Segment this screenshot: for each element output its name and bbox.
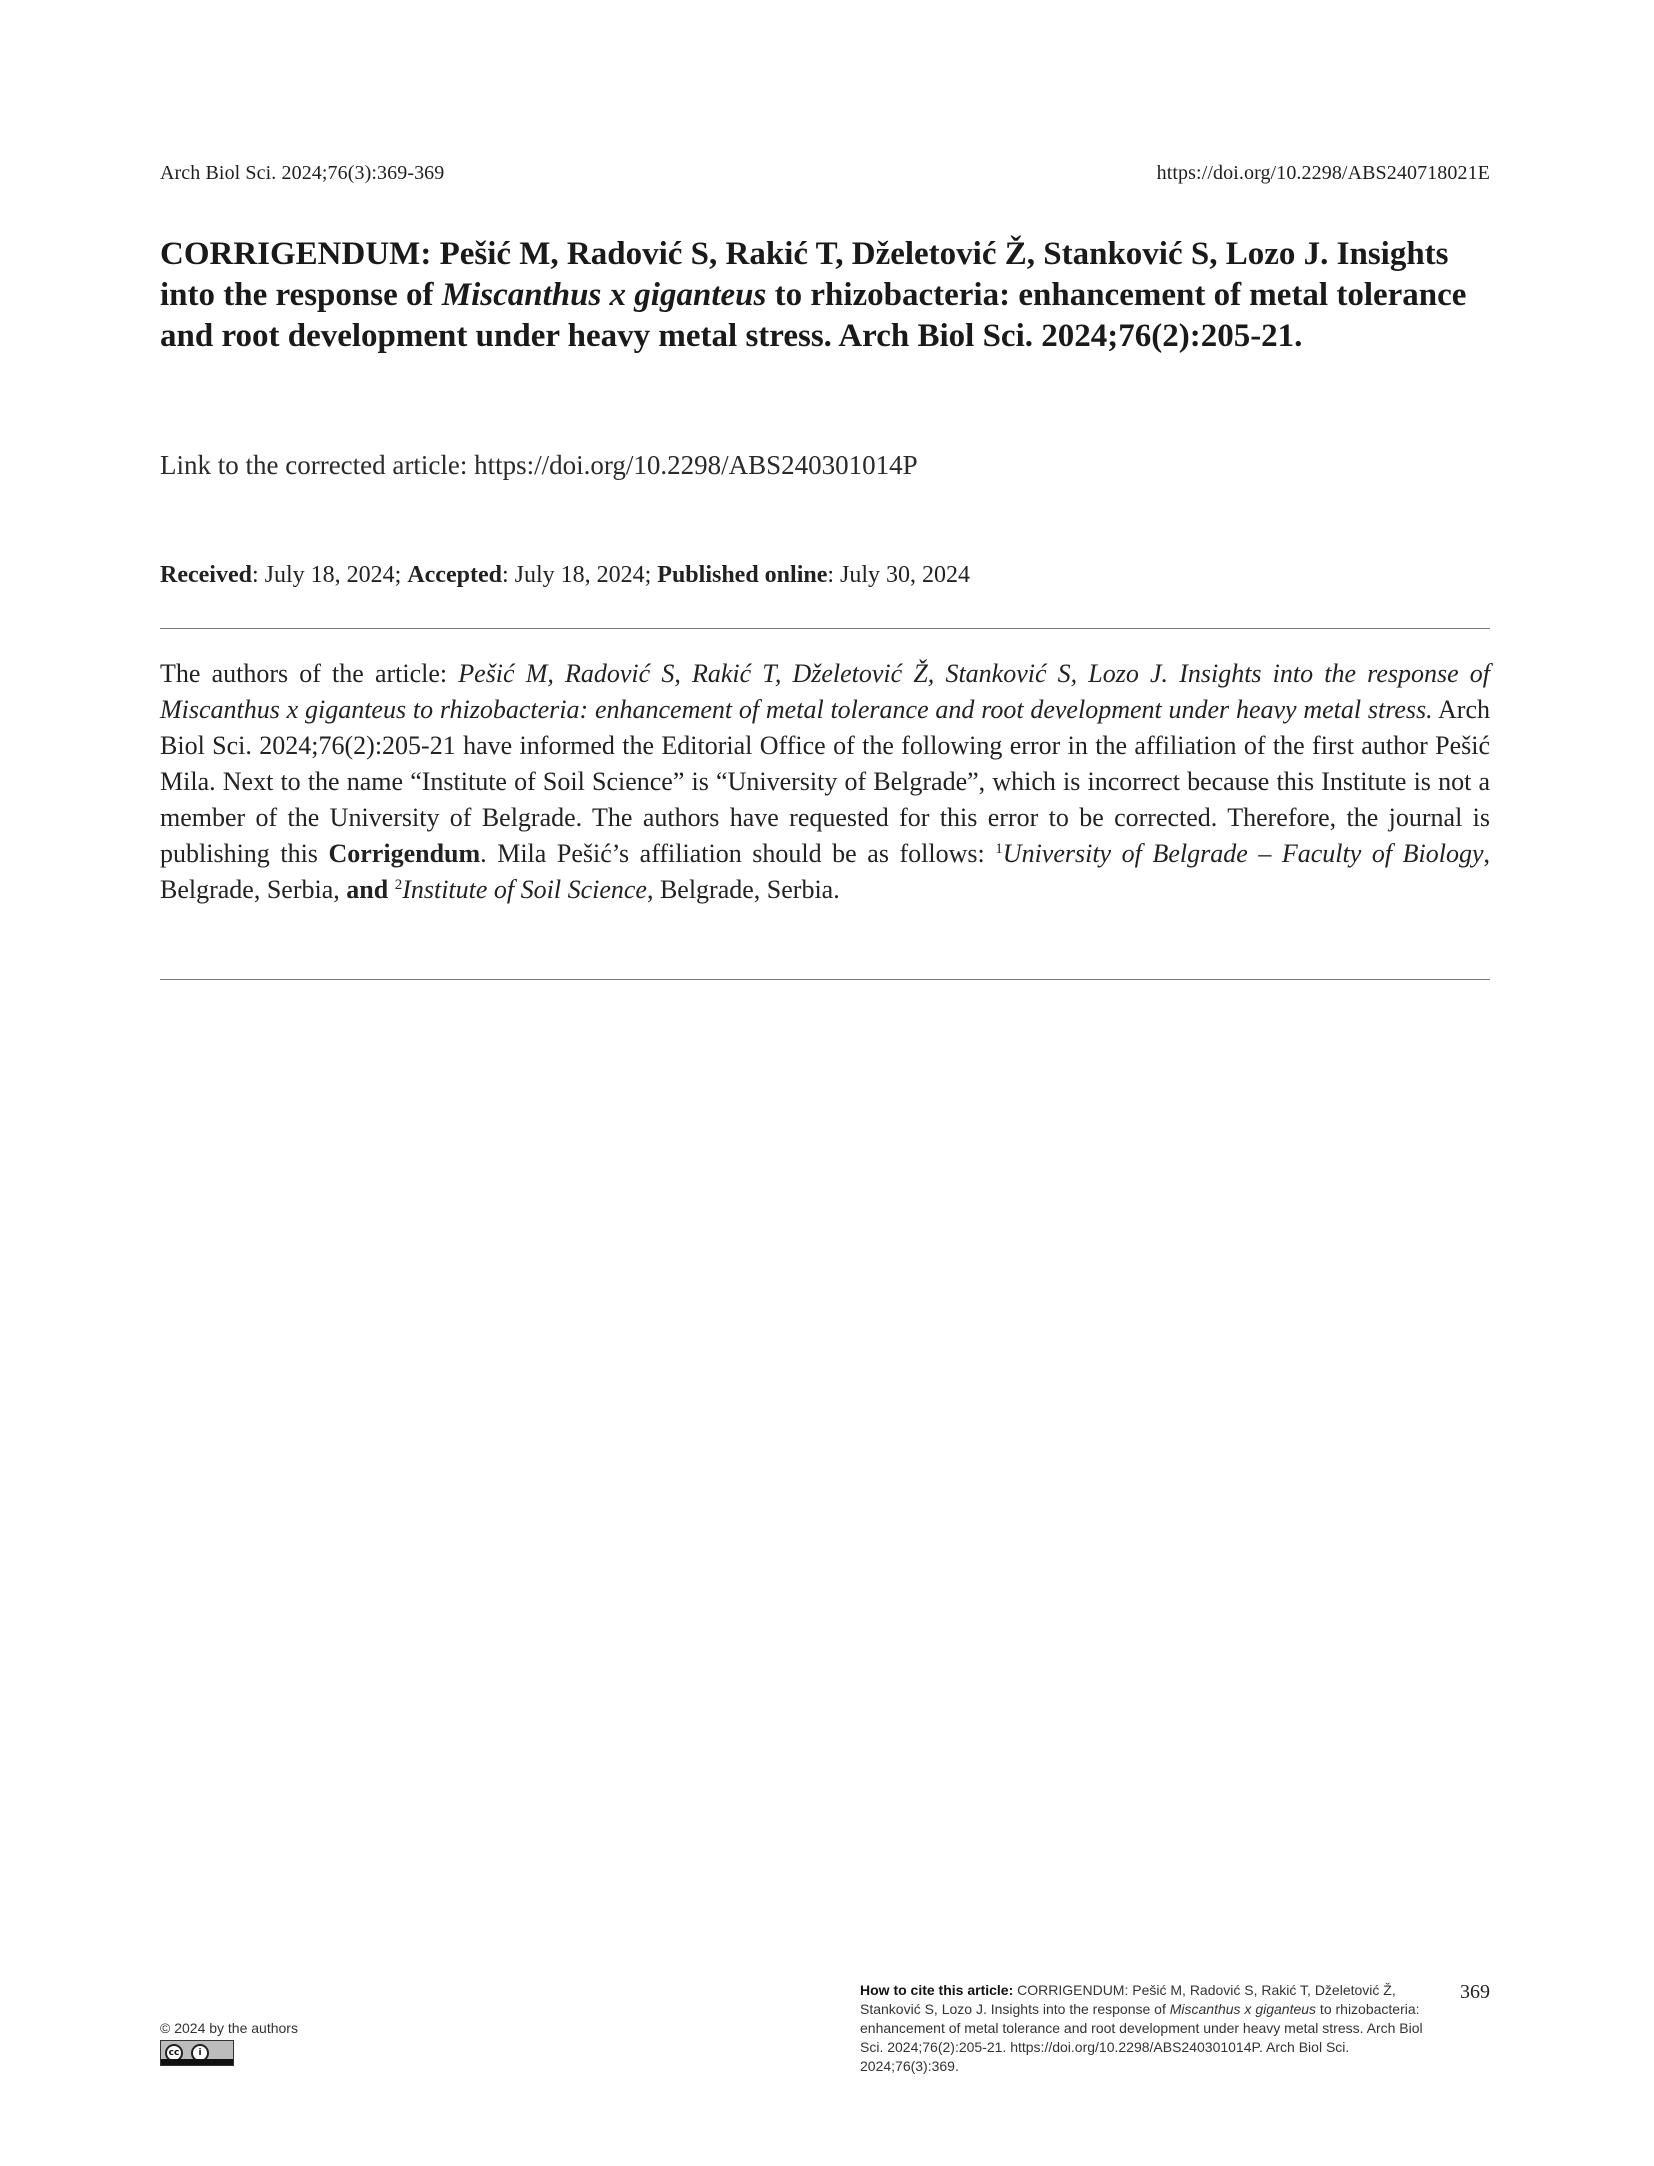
cc-by-license-badge[interactable]	[160, 2040, 234, 2066]
accepted-label: Accepted	[407, 562, 502, 588]
cite-species: Miscanthus x giganteus	[1169, 2001, 1317, 2017]
cite-text: CORRIGENDUM: Pešić M, Radović S, Rakić T, Dželetović Ž, Stanković S, Lozo J. Insights into the response of	[860, 1982, 1396, 2017]
body-citation-italic: Pešić M, Radović S, Rakić T, Dželetović Ž, Stanković S, Lozo J. Insights into the response of Miscanthus x giganteus to rhizobacteria: enhancement of metal tolerance and root development under heavy metal stress.	[160, 659, 1490, 724]
title-part-1: CORRIGENDUM: Pešić M, Radović S, Rakić T, Dželetović Ž, Stanković S, Lozo J. Insights into the response of	[160, 236, 1449, 313]
divider-bottom	[160, 979, 1490, 980]
body-text: . Mila Pešić’s affiliation should be as follows:	[480, 839, 996, 868]
body-text: The authors of the article:	[160, 659, 459, 688]
corrected-article-url[interactable]: https://doi.org/10.2298/ABS240301014P	[474, 450, 918, 480]
title-species: Miscanthus x giganteus	[441, 277, 767, 313]
creative-commons-icon: cc	[165, 2044, 183, 2062]
cite-label: How to cite this article:	[860, 1982, 1014, 1998]
how-to-cite	[860, 1981, 1430, 2076]
license-bar	[161, 2059, 233, 2065]
corrected-article-link	[160, 450, 918, 481]
copyright-notice: © 2024 by the authors	[160, 2020, 298, 2036]
page-number: 369	[1460, 1981, 1490, 2003]
affiliation-superscript: 2	[394, 877, 403, 893]
journal-reference: Arch Biol Sci. 2024;76(3):369-369	[160, 162, 445, 184]
body-text: Arch Biol Sci. 2024;76(2):205-21 have informed the Editorial Office of the following error in the affiliation of the first author Pešić Mila. Next to the name “Institute of Soil Science” is “University of Belgrade”, which is incorrect because this Institute is not a member of the University of Belgrade. The authors have requested for this error to be corrected. Therefore, the journal is publishing this	[160, 695, 1490, 868]
received-date: : July 18, 2024;	[251, 562, 408, 588]
affiliation-1: University of Belgrade – Faculty of Biology	[1002, 839, 1484, 868]
article-title	[160, 234, 1490, 357]
body-corrigendum-bold: Corrigendum	[328, 839, 481, 868]
affiliation-2: Institute of Soil Science	[402, 875, 647, 904]
title-part-2: to rhizobacteria: enhancement of metal tolerance and root development under heavy metal stress. Arch Biol Sci. 2024;76(2):205-21.	[160, 277, 1467, 354]
body-text: , Belgrade, Serbia.	[646, 875, 840, 904]
doi-link[interactable]: https://doi.org/10.2298/ABS240718021E	[1156, 162, 1490, 184]
body-text: , Belgrade, Serbia,	[160, 839, 1490, 904]
publication-dates	[160, 562, 970, 589]
published-label: Published online	[657, 562, 828, 588]
affiliation-superscript: 1	[995, 841, 1003, 857]
divider-top	[160, 628, 1490, 629]
corrigendum-body	[160, 656, 1490, 908]
cite-text: to rhizobacteria: enhancement of metal tolerance and root development under heavy metal stress. Arch Biol Sci. 2024;76(2):205-21. https://doi.org/10.2298/ABS240301014P. Arch Biol Sci. 2024;76(3):369.	[860, 2001, 1423, 2074]
accepted-date: : July 18, 2024;	[501, 562, 658, 588]
published-date: : July 30, 2024	[827, 562, 971, 588]
link-label: Link to the corrected article:	[160, 450, 475, 480]
attribution-icon: i	[191, 2044, 209, 2062]
body-and-bold: and	[346, 875, 389, 904]
received-label: Received	[160, 562, 252, 588]
